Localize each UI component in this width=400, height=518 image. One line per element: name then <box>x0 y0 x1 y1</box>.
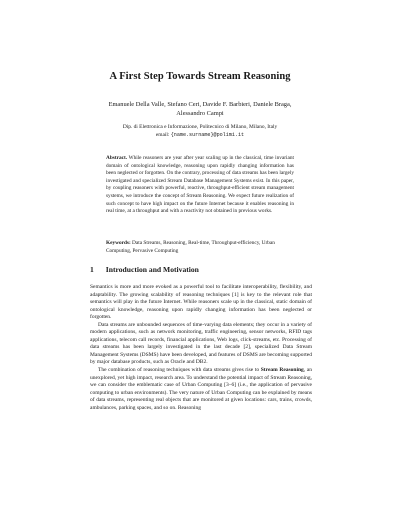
email-prefix: email: <box>155 132 171 138</box>
paragraph-1: Semantics is more and more evoked as a powerful tool to facilitate interoperability, flexibility, and adaptability. The growing scalability of reasoning techniques [1] is key to the relevant role that semantics will play in the future Internet. While reasoners scale up in the classical, static domain of ontological knowledge, reasoning upon rapidly changing information has been neglected or forgotten. <box>90 284 312 321</box>
paragraph-3 <box>90 367 312 412</box>
email-address: {name.surname}@polimi.it <box>170 132 245 138</box>
email-line <box>85 131 315 139</box>
body-text <box>90 284 312 412</box>
paper-title: A First Step Towards Stream Reasoning <box>109 71 291 82</box>
keywords-text: Data Streams, Reasoning, Real-time, Throughput-efficiency, Urban Computing, Pervasive Computing <box>106 240 275 254</box>
keywords <box>106 240 294 255</box>
abstract-text: While reasoners are year after year scaling up in the classical, time invariant domain of ontological knowledge, reasoning upon rapidly changing information has been neglected or forgotten. On the contrary, processing of data streams has been largely investigated and specialized Stream Database Management Systems exist. In this paper, by coupling reasoners with powerful, reactive, throughput-efficient stream management systems, we introduce the concept of Stream Reasoning. We expect future realization of such concept to have high impact on the future Internet because it enables reasoning in real time, at a throughput and with a reactivity not obtained in previous works. <box>106 155 294 215</box>
stream-reasoning-term: Stream Reasoning <box>260 367 304 374</box>
paragraph-2: Data streams are unbounded sequences of time-varying data elements; they occur in a variety of modern applications, such as network monitoring, traffic engineering, sensor networks, RFID tags applications, telecom call records, financial applications, Web logs, click-streams, etc. Processing of data streams has been largely investigated in the last decade [2], specialized Data Stream Management Systems (DSMS) have been developed, and features of DSMS are becoming supported by major database products, such as Oracle and DB2. <box>90 321 312 366</box>
authors-line-2: Alessandro Campi <box>176 110 224 117</box>
affiliation: Dip. di Elettronica e Informazione, Politecnico di Milano, Milano, Italy <box>122 124 278 130</box>
paragraph-3-start: The combination of reasoning techniques with data streams gives rise to <box>98 367 261 374</box>
section-heading <box>90 265 199 274</box>
authors-line-1: Emanuele Della Valle, Stefano Ceri, Davide F. Barbieri, Daniele Braga, <box>108 101 292 108</box>
section-title: Introduction and Motivation <box>105 265 199 274</box>
section-number: 1 <box>90 265 94 274</box>
abstract <box>106 155 294 216</box>
keywords-label: Keywords: <box>106 240 131 246</box>
affiliation-block <box>85 123 315 139</box>
author-list <box>80 100 320 118</box>
abstract-label: Abstract. <box>106 155 128 161</box>
paragraph-3-rest: , an unexplored, yet high impact, research area. To understand the potential impact of Stream Reasoning, we can consider the emblematic case of Urban Computing [3–6] (i.e., the application of pervasive computing to urban environments). The very nature of Urban Computing can be explained by means of data streams, representing real objects that are monitored at given locations: cars, trains, crowds, ambulances, parking spaces, and so on. Reasoning <box>90 367 312 411</box>
